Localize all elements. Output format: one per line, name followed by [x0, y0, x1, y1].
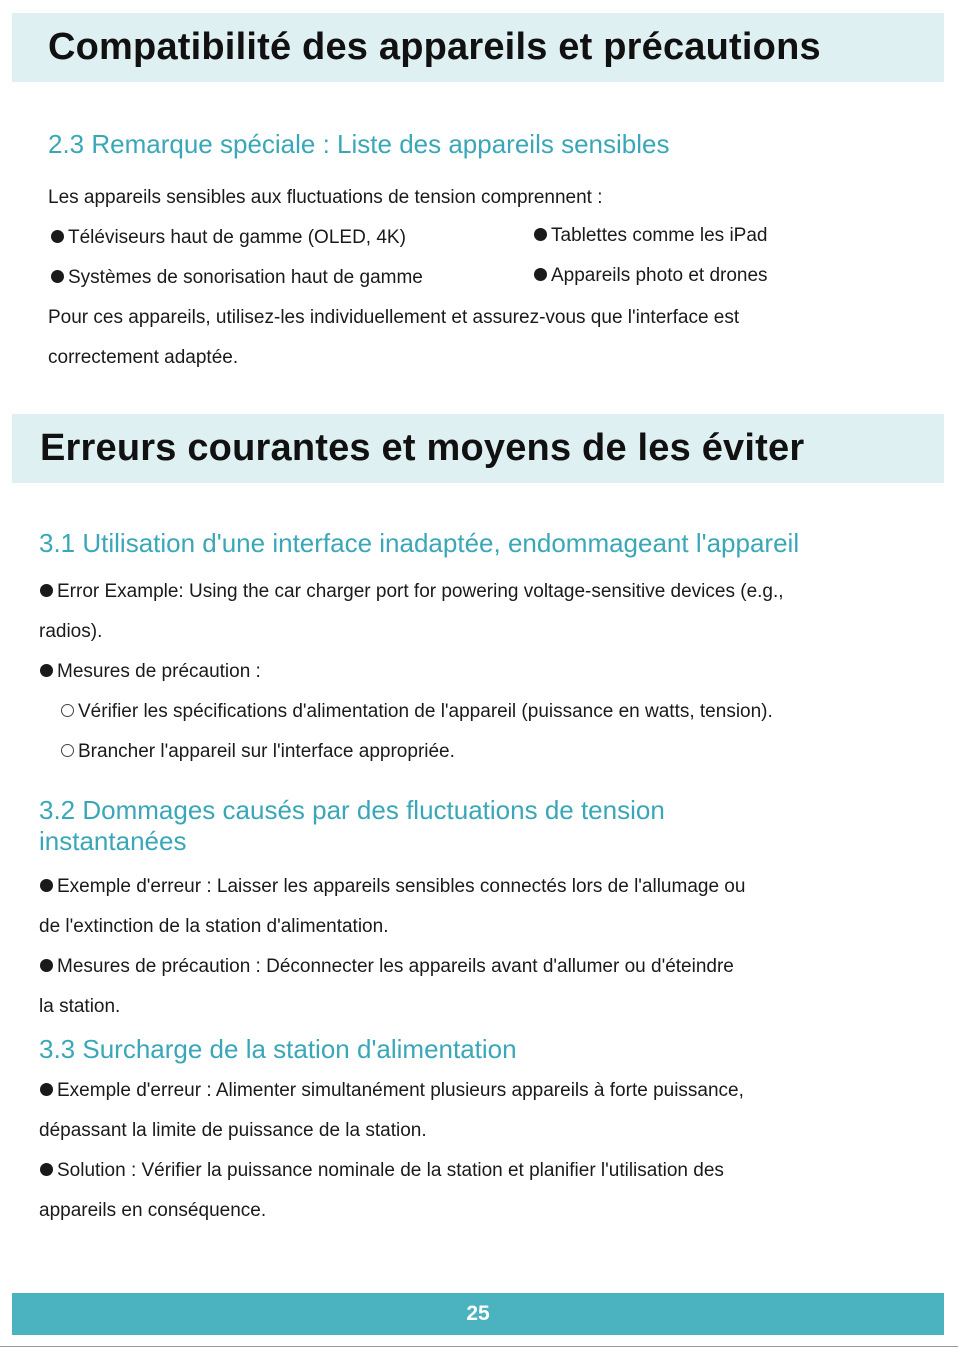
page-title-compatibility: Compatibilité des appareils et précautions	[48, 26, 821, 68]
page-title-errors: Erreurs courantes et moyens de les éviter	[40, 427, 805, 469]
bullet-icon	[40, 1083, 53, 1096]
device-item	[51, 226, 406, 250]
device-item	[534, 264, 768, 288]
bullet-icon	[51, 230, 64, 243]
bullet-icon	[534, 268, 547, 281]
heading-3-2: 3.2 Dommages causés par des fluctuations de tension	[39, 795, 665, 825]
heading-3-2-cont: instantanées	[39, 826, 187, 856]
error-example-3-3: Exemple d'erreur : Alimenter simultanément plusieurs appareils à forte puissance,	[40, 1079, 744, 1103]
measures-label-3-1: Mesures de précaution :	[40, 660, 261, 684]
bullet-icon	[40, 1163, 53, 1176]
measure-3-2-cont: la station.	[39, 996, 121, 1017]
device-item	[51, 266, 423, 290]
sensitive-devices-intro: Les appareils sensibles aux fluctuations de tension comprennent :	[48, 187, 603, 208]
page-footer	[12, 1293, 944, 1335]
measure-sub-item: Brancher l'appareil sur l'interface appropriée.	[61, 740, 455, 764]
device-tablets: Tablettes comme les iPad	[551, 225, 768, 246]
error-example-3-2-cont: de l'extinction de la station d'alimentation.	[39, 916, 389, 937]
bottom-divider	[0, 1346, 958, 1347]
heading-3-1: 3.1 Utilisation d'une interface inadaptée, endommageant l'appareil	[39, 528, 800, 558]
error-example-3-3-cont: dépassant la limite de puissance de la station.	[39, 1120, 427, 1141]
title-banner-compatibility	[12, 13, 944, 82]
solution-3-3: Solution : Vérifier la puissance nominale de la station et planifier l'utilisation des	[40, 1159, 724, 1183]
device-item	[534, 224, 768, 248]
error-example-3-1-cont: radios).	[39, 621, 103, 642]
solution-3-3-cont: appareils en conséquence.	[39, 1200, 267, 1221]
hollow-bullet-icon	[61, 704, 74, 717]
advice-text-line2: correctement adaptée.	[48, 347, 239, 368]
heading-2-3: 2.3 Remarque spéciale : Liste des appareils sensibles	[48, 129, 670, 159]
page-number: 25	[466, 1302, 490, 1325]
bullet-icon	[40, 959, 53, 972]
advice-text-line1: Pour ces appareils, utilisez-les individuellement et assurez-vous que l'interface est	[48, 307, 740, 328]
bullet-icon	[40, 664, 53, 677]
measure-3-2: Mesures de précaution : Déconnecter les appareils avant d'allumer ou d'éteindre	[40, 955, 734, 979]
device-audio: Systèmes de sonorisation haut de gamme	[68, 267, 423, 288]
bullet-icon	[40, 879, 53, 892]
bullet-icon	[40, 584, 53, 597]
device-tv: Téléviseurs haut de gamme (OLED, 4K)	[68, 227, 406, 248]
hollow-bullet-icon	[61, 744, 74, 757]
error-example-3-2: Exemple d'erreur : Laisser les appareils sensibles connectés lors de l'allumage ou	[40, 875, 745, 899]
title-banner-errors	[12, 414, 944, 483]
heading-3-3: 3.3 Surcharge de la station d'alimentation	[39, 1034, 517, 1064]
device-cameras: Appareils photo et drones	[551, 265, 768, 286]
measure-sub-item: Vérifier les spécifications d'alimentation de l'appareil (puissance en watts, tension).	[61, 700, 773, 724]
bullet-icon	[534, 228, 547, 241]
error-example-3-1: Error Example: Using the car charger port for powering voltage-sensitive devices (e.g.,	[40, 580, 784, 604]
bullet-icon	[51, 270, 64, 283]
